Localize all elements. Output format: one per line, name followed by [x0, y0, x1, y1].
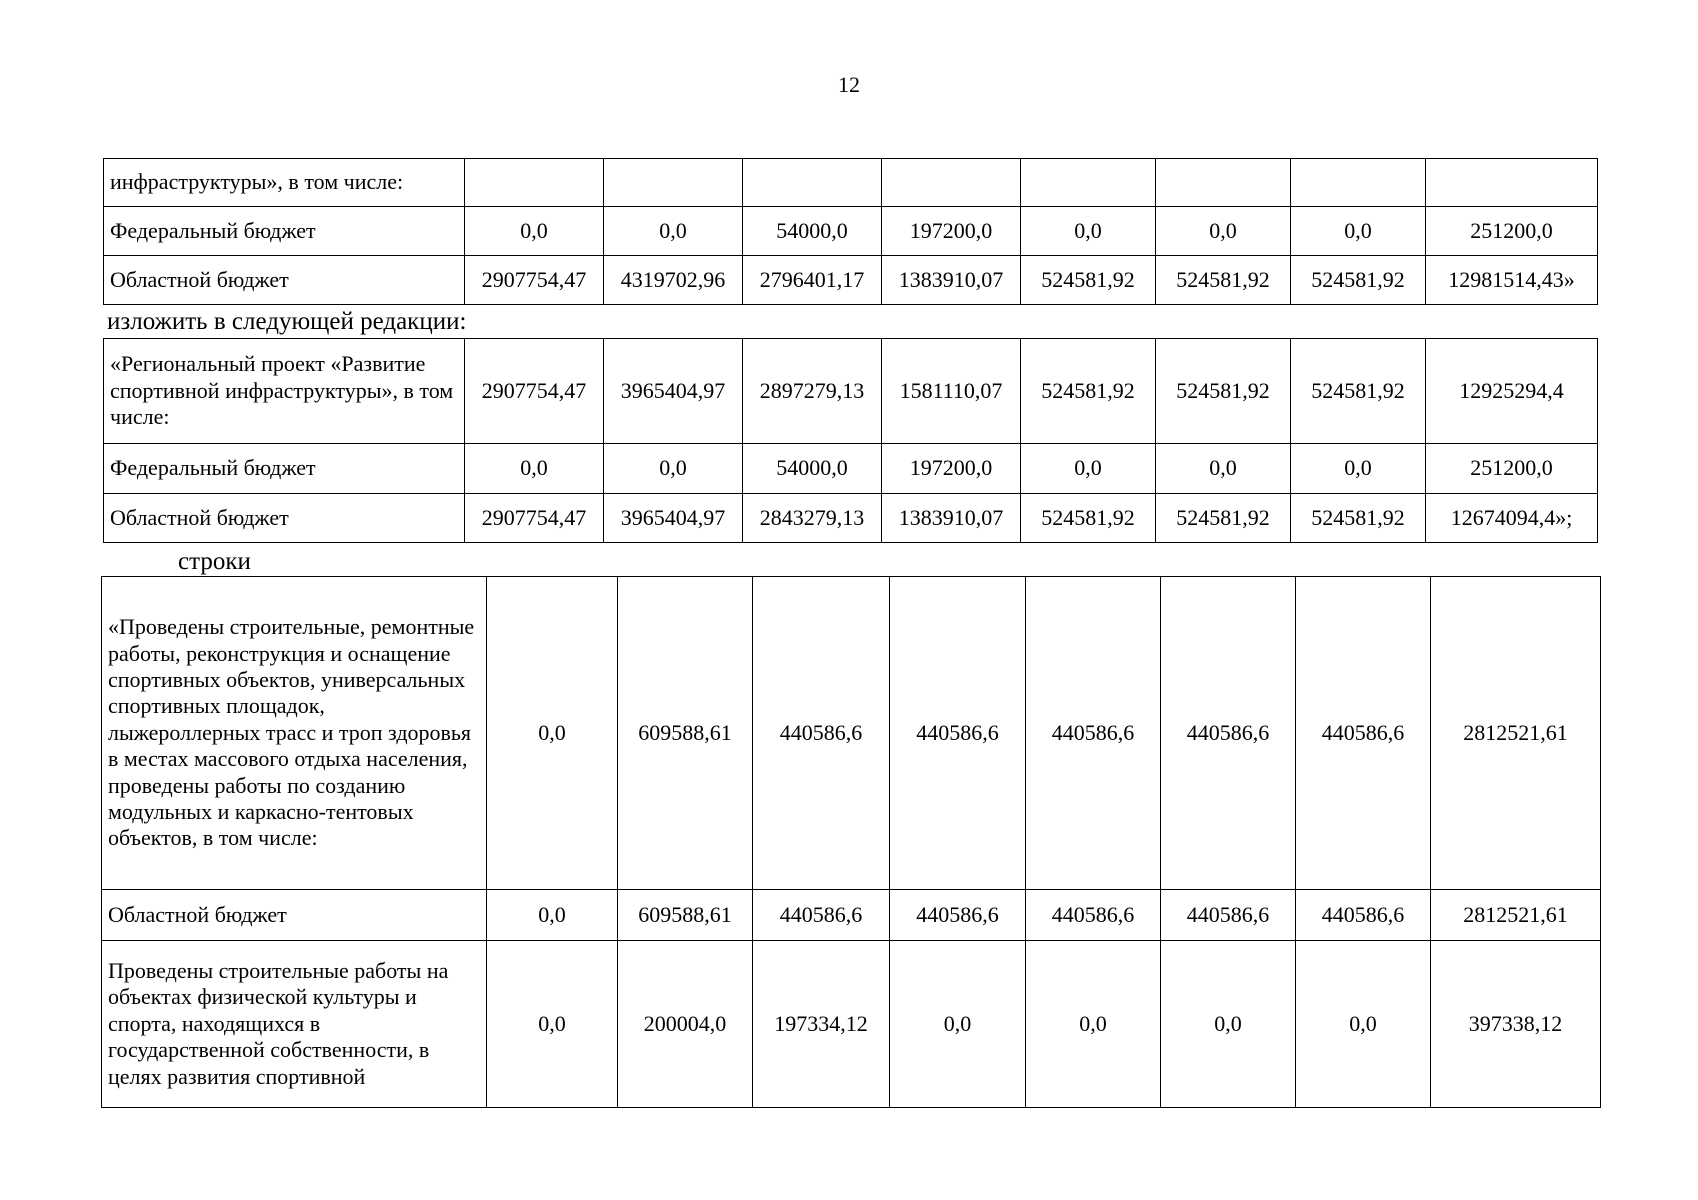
page-number: 12 — [838, 72, 860, 97]
cell: 524581,92 — [1291, 256, 1426, 305]
table-new-version — [103, 338, 1598, 543]
cell: 251200,0 — [1426, 444, 1598, 494]
row-label: Областной бюджет — [104, 256, 465, 305]
cell — [1426, 159, 1598, 207]
cell: 3965404,97 — [604, 339, 743, 444]
row-label: Проведены строительные работы на объектах физической культуры и спорта, находящихся в государственной собственности, в целях развития спортивной — [102, 941, 487, 1108]
cell: 440586,6 — [890, 577, 1026, 890]
cell: 0,0 — [487, 890, 618, 941]
cell: 54000,0 — [743, 207, 882, 256]
cell: 397338,12 — [1431, 941, 1601, 1108]
cell: 2907754,47 — [465, 256, 604, 305]
cell: 524581,92 — [1156, 339, 1291, 444]
cell: 197334,12 — [753, 941, 890, 1108]
cell: 197200,0 — [882, 207, 1021, 256]
cell: 2796401,17 — [743, 256, 882, 305]
table-row — [104, 256, 1598, 305]
table-rows — [101, 576, 1601, 1108]
row-label: Федеральный бюджет — [104, 444, 465, 494]
cell: 3965404,97 — [604, 494, 743, 543]
cell: 251200,0 — [1426, 207, 1598, 256]
cell — [882, 159, 1021, 207]
cell: 12674094,4»; — [1426, 494, 1598, 543]
cell: 12925294,4 — [1426, 339, 1598, 444]
table-row — [104, 339, 1598, 444]
cell: 440586,6 — [1026, 577, 1161, 890]
cell: 1383910,07 — [882, 256, 1021, 305]
cell — [743, 159, 882, 207]
cell: 0,0 — [604, 444, 743, 494]
table-row — [102, 890, 1601, 941]
cell: 2897279,13 — [743, 339, 882, 444]
cell: 440586,6 — [1296, 577, 1431, 890]
cell: 0,0 — [1021, 444, 1156, 494]
cell: 0,0 — [487, 941, 618, 1108]
cell: 197200,0 — [882, 444, 1021, 494]
cell: 609588,61 — [618, 577, 753, 890]
cell: 2907754,47 — [465, 339, 604, 444]
cell: 0,0 — [604, 207, 743, 256]
cell — [604, 159, 743, 207]
row-label: Федеральный бюджет — [104, 207, 465, 256]
cell: 524581,92 — [1021, 339, 1156, 444]
cell: 440586,6 — [890, 890, 1026, 941]
cell — [1156, 159, 1291, 207]
cell: 440586,6 — [1161, 577, 1296, 890]
cell: 440586,6 — [753, 577, 890, 890]
cell: 4319702,96 — [604, 256, 743, 305]
instruction-heading: изложить в следующей редакции: — [107, 308, 467, 335]
table-row — [104, 159, 1598, 207]
cell: 0,0 — [465, 207, 604, 256]
cell — [465, 159, 604, 207]
cell: 1383910,07 — [882, 494, 1021, 543]
cell: 2843279,13 — [743, 494, 882, 543]
cell — [1291, 159, 1426, 207]
cell: 524581,92 — [1021, 256, 1156, 305]
cell: 12981514,43» — [1426, 256, 1598, 305]
cell: 440586,6 — [1296, 890, 1431, 941]
row-label: Областной бюджет — [102, 890, 487, 941]
cell: 2812521,61 — [1431, 577, 1601, 890]
cell: 0,0 — [1156, 444, 1291, 494]
row-label: «Проведены строительные, ремонтные работы, реконструкция и оснащение спортивных объектов, универсальных спортивных площадок, лыжероллерных трасс и троп здоровья в местах массового отдыха населения, проведены работы по созданию модульных и каркасно-тентовых объектов, в том числе: — [102, 577, 487, 890]
cell: 0,0 — [1296, 941, 1431, 1108]
cell: 440586,6 — [1161, 890, 1296, 941]
cell: 0,0 — [1161, 941, 1296, 1108]
cell: 0,0 — [1291, 444, 1426, 494]
cell: 54000,0 — [743, 444, 882, 494]
cell: 440586,6 — [1026, 890, 1161, 941]
row-label: инфраструктуры», в том числе: — [104, 159, 465, 207]
cell: 524581,92 — [1021, 494, 1156, 543]
cell: 0,0 — [1026, 941, 1161, 1108]
row-label: Областной бюджет — [104, 494, 465, 543]
cell: 0,0 — [1021, 207, 1156, 256]
cell: 609588,61 — [618, 890, 753, 941]
cell: 0,0 — [465, 444, 604, 494]
row-label: «Региональный проект «Развитие спортивной инфраструктуры», в том числе: — [104, 339, 465, 444]
cell: 440586,6 — [753, 890, 890, 941]
cell: 524581,92 — [1156, 494, 1291, 543]
cell: 0,0 — [890, 941, 1026, 1108]
cell: 200004,0 — [618, 941, 753, 1108]
table-row — [102, 577, 1601, 890]
cell: 2907754,47 — [465, 494, 604, 543]
cell: 1581110,07 — [882, 339, 1021, 444]
cell: 0,0 — [1156, 207, 1291, 256]
table-row — [104, 494, 1598, 543]
cell: 2812521,61 — [1431, 890, 1601, 941]
cell: 0,0 — [1291, 207, 1426, 256]
table-previous-version — [103, 158, 1598, 305]
rows-heading: строки — [178, 548, 251, 575]
cell: 524581,92 — [1291, 494, 1426, 543]
cell — [1021, 159, 1156, 207]
cell: 524581,92 — [1291, 339, 1426, 444]
table-row — [104, 207, 1598, 256]
table-row — [104, 444, 1598, 494]
cell: 524581,92 — [1156, 256, 1291, 305]
cell: 0,0 — [487, 577, 618, 890]
table-row — [102, 941, 1601, 1108]
